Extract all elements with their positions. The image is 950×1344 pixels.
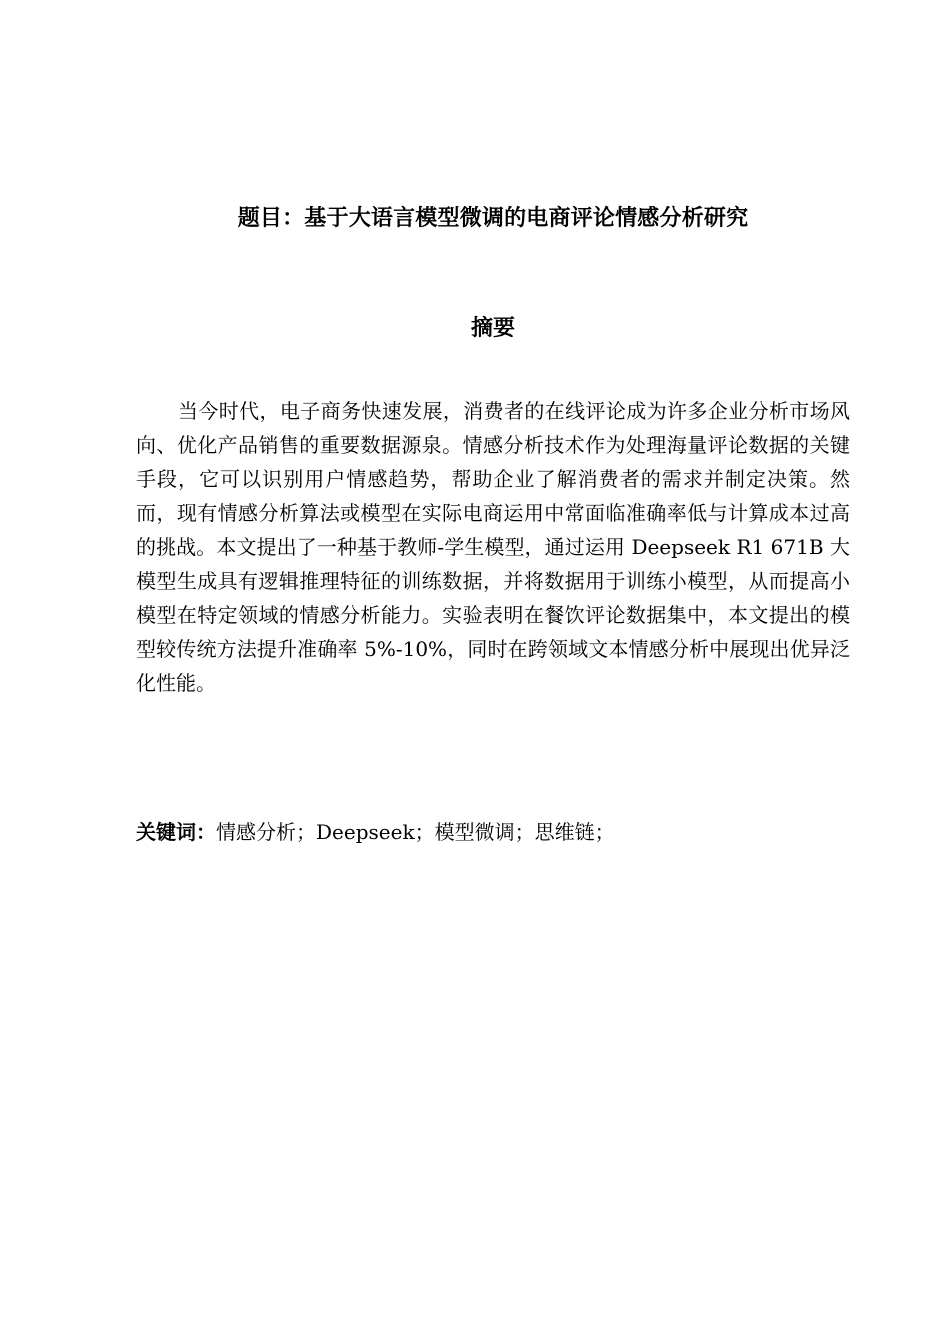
paper-title: 题目：基于大语言模型微调的电商评论情感分析研究 xyxy=(237,206,749,231)
keywords-list: 情感分析；Deepseek；模型微调；思维链； xyxy=(216,820,615,844)
abstract-heading: 摘要 xyxy=(470,316,515,341)
keywords-label: 关键词： xyxy=(136,820,216,844)
keywords-line xyxy=(136,815,850,849)
abstract-body: 当今时代，电子商务快速发展，消费者的在线评论成为许多企业分析市场风向、优化产品销售的重要数据源泉。情感分析技术作为处理海量评论数据的关键手段，它可以识别用户情感趋势，帮助企业了解消费者的需求并制定决策。然而，现有情感分析算法或模型在实际电商运用中常面临准确率低与计算成本过高的挑战。本文提出了一种基于教师-学生模型，通过运用 Deepseek R1 671B 大模型生成具有逻辑推理特征的训练数据，并将数据用于训练小模型，从而提高小模型在特定领域的情感分析能力。实验表明在餐饮评论数据集中，本文提出的模型较传统方法提升准确率 5%-10%，同时在跨领域文本情感分析中展现出优异泛化性能。 xyxy=(136,399,850,695)
